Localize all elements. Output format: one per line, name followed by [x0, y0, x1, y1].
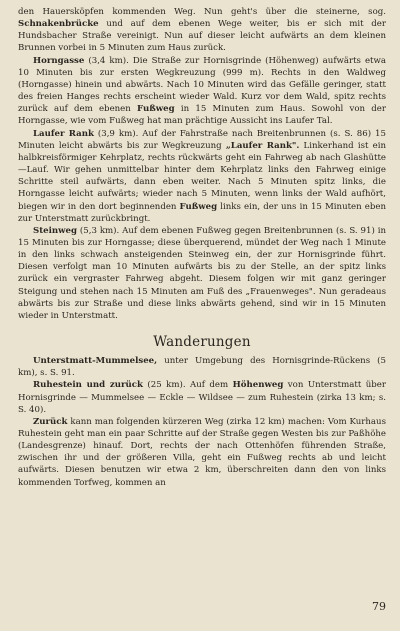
section-title: Wanderungen — [153, 334, 251, 351]
horngasse-fussweg-term: Fußweg — [137, 104, 175, 115]
hoehenweg-term: Höhenweg — [232, 380, 284, 391]
horngasse-paragraph — [18, 55, 386, 128]
ruhestein-heading: Ruhestein und zurück — [33, 380, 143, 391]
laufer-rank-text-2: Linkerhand ist ein halbkreisförmiger Kehrplatz, rechts rückwärts geht ein Fahrweg ab nach Glashütte—Lauf. Wir gehen unmittelbar hinter dem Kehrplatz links den Fahrweg einige Schritte steil aufwärts, dann eben weiter. Nach 5 Minuten spitz links, die Horngasse leicht aufwärts; wieder nach 5 Minuten, wenn links der Wald aufhört, biegen wir in den dort beginnenden — [18, 140, 386, 212]
laufer-rank-term: „Laufer Rank". — [225, 140, 300, 151]
steinweg-paragraph — [18, 225, 386, 322]
ruhestein-text-2: von Unterstmatt über Hornisgrinde — Mummelsee — Eckle — Wildsee — zum Ruhestein (zirka 13 km; s. S. 40). — [18, 380, 386, 415]
zurueck-paragraph — [18, 416, 386, 489]
ruhestein-text: (25 km). Auf dem — [142, 380, 233, 391]
ruhestein-paragraph — [18, 379, 386, 415]
mummelsee-paragraph — [18, 355, 386, 379]
mummelsee-text: unter Umgebung des Hornisgrinde-Rückens (5 km), s. S. 91. — [18, 356, 386, 379]
page-number: 79 — [372, 600, 386, 613]
laufer-rank-heading: Laufer Rank — [33, 128, 94, 139]
laufer-rank-text-3: links ein, der uns in 15 Minuten eben zur Unterstmatt zurückbringt. — [18, 201, 386, 224]
horngasse-text-2: in 15 Minuten zum Haus. Sowohl von der Horngasse, wie vom Fußweg hat man prächtige Aussicht ins Laufer Tal. — [18, 104, 386, 127]
mummelsee-heading: Unterstmatt-Mummelsee, — [33, 356, 158, 367]
zurueck-text: kann man folgenden kürzeren Weg (zirka 12 km) machen: Vom Kurhaus Ruhestein geht man ein paar Schritte auf der Straße gegen Westen bis zur Paßhöhe (Landesgrenze) hinauf. Dort, rechts der nach Ottenhöfen führenden Straße, zwischen ihr und der größeren Villa, geht ein Fußweg rechts ab und leicht aufwärts. Diesen benutzen wir etwa 2 km, überschreiten dann den von links kommenden Torfweg, kommen an — [18, 416, 386, 488]
intro-text: den Hauersköpfen kommenden Weg. Nun geht's über die steinerne, sog. — [18, 7, 386, 17]
steinweg-text: (5,3 km). Auf dem ebenen Fußweg gegen Breitenbrunnen (s. S. 91) in 15 Minuten bis zur Horngasse; diese überquerend, mündet der Weg nach 1 Minute in den links schwach ansteigenden Steinweg ein, der zur Hornisgrinde führt. Diesen verfolgt man 10 Minuten aufwärts bis zu der Stelle, an der spitz links zurück ein vergraster Fahrweg abgeht. Diesem folgen wir mit ganz geringer Steigung und stehen nach 15 Minuten am Fuß des „Frauenweges". Nun geradeaus abwärts bis zur Straße und diese links abwärts gehend, sind wir in 15 Minuten wieder in Unterstmatt. — [18, 225, 386, 321]
laufer-rank-text: (3,9 km). Auf der Fahrstraße nach Breitenbrunnen (s. S. 86) 15 Minuten leicht abwärts bis zur Wegkreuzung — [18, 128, 386, 151]
horngasse-text: (3,4 km). Die Straße zur Hornisgrinde (Höhenweg) aufwärts etwa 10 Minuten bis zur ersten Wegkreuzung (999 m). Rechts in den Waldweg (Horngasse) hinein und abwärts. Nach 10 Minuten wird das Gefälle geringer, statt des freien Hanges rechts erscheint wieder Wald. Kurz vor dem Wald, spitz rechts zurück auf dem ebenen — [18, 55, 386, 115]
zurueck-heading: Zurück — [33, 416, 68, 427]
steinweg-heading: Steinweg — [33, 225, 78, 236]
schnakenbruecke-term: Schnakenbrücke — [18, 19, 99, 30]
laufer-rank-fussweg-term: Fußweg — [179, 201, 218, 212]
horngasse-heading: Horngasse — [33, 55, 85, 66]
intro-text-2: und auf dem ebenen Wege weiter, bis er sich mit der Hundsbacher Straße vereinigt. Nun auf dieser leicht aufwärts an dem kleinen Brunnen vorbei in 5 Minuten zum Haus zurück. — [18, 19, 386, 54]
intro-paragraph — [18, 6, 386, 55]
laufer-rank-paragraph — [18, 128, 386, 225]
